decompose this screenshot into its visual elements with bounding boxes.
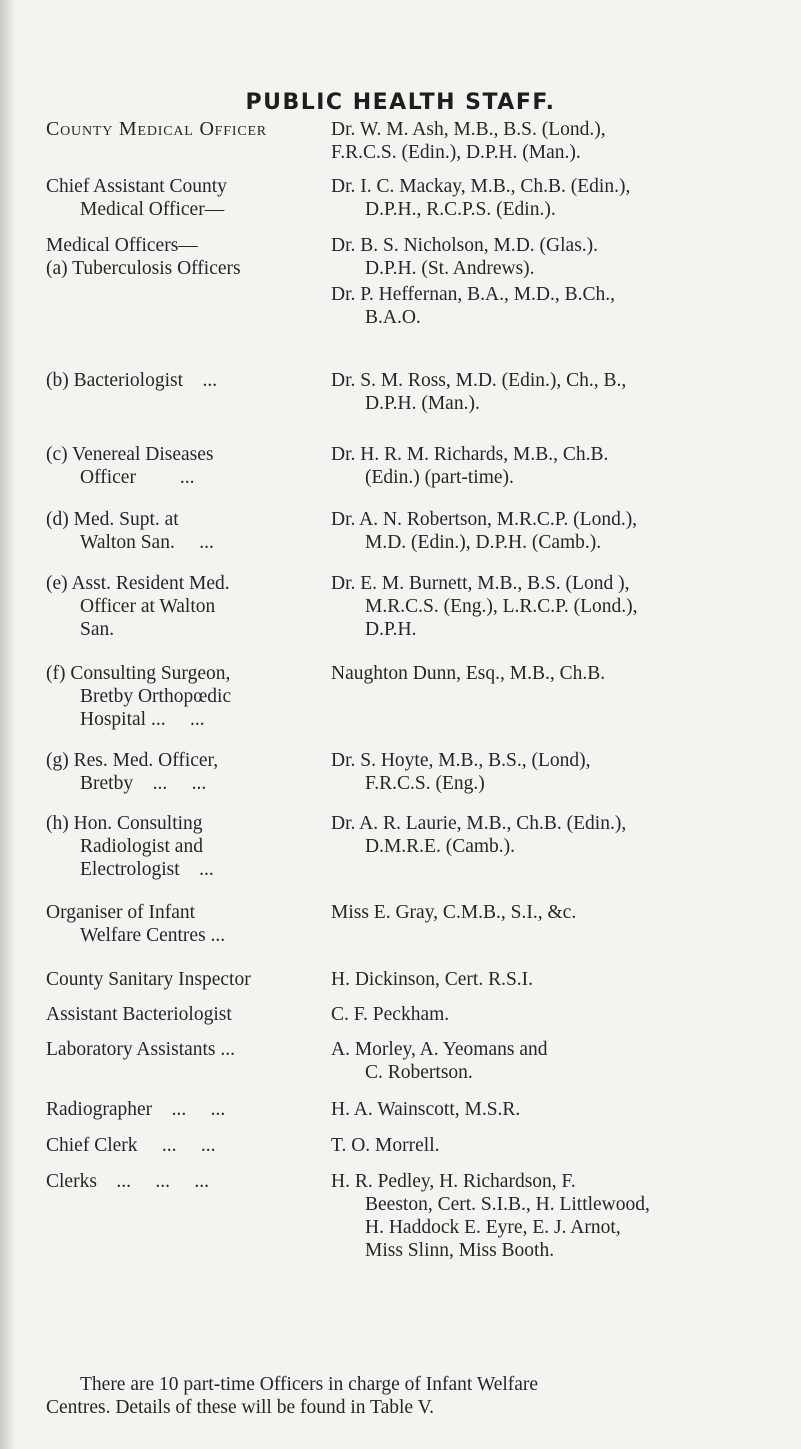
entry-label: (h) Hon. Consulting Radiologist and Electrologist ... (46, 813, 214, 880)
entry-label: Chief Clerk ... ... (46, 1135, 216, 1156)
entry-label: Laboratory Assistants ... (46, 1039, 236, 1060)
entry-value: Dr. E. M. Burnett, M.B., B.S. (Lond ), M.R.C.S. (Eng.), L.R.C.P. (Lond.), D.P.H. (331, 573, 638, 640)
entry-value: H. Dickinson, Cert. R.S.I. (331, 969, 534, 990)
entry-label: (c) Venereal Diseases Officer ... (46, 444, 214, 488)
entry-value: H. A. Wainscott, M.S.R. (331, 1099, 521, 1120)
entry-label: Medical Officers— (a) Tuberculosis Officers (46, 235, 241, 279)
page-title: PUBLIC HEALTH STAFF. (245, 90, 556, 115)
footnote: There are 10 part-time Officers in charge of Infant Welfare Centres. Details of these will be found in Table V. (46, 1374, 539, 1418)
entry-label: Assistant Bacteriologist (46, 1004, 232, 1025)
entry-label: Organiser of Infant Welfare Centres ... (46, 902, 226, 946)
entry-value: Dr. H. R. M. Richards, M.B., Ch.B. (Edin.) (part-time). (331, 444, 609, 488)
entry-value: A. Morley, A. Yeomans and C. Robertson. (331, 1039, 548, 1083)
entry-value: Dr. S. M. Ross, M.D. (Edin.), Ch., B., D.P.H. (Man.). (331, 370, 627, 414)
entry-label: County Sanitary Inspector (46, 969, 251, 990)
page-binding-shadow (0, 0, 16, 1449)
entry-label: County Medical Officer (46, 118, 267, 140)
entry-label: (b) Bacteriologist ... (46, 370, 218, 391)
entry-value: Dr. I. C. Mackay, M.B., Ch.B. (Edin.), D.P.H., R.C.P.S. (Edin.). (331, 176, 631, 220)
entry-label: (d) Med. Supt. at Walton San. ... (46, 509, 214, 553)
entry-value: Dr. A. R. Laurie, M.B., Ch.B. (Edin.), D.M.R.E. (Camb.). (331, 813, 627, 857)
entry-value: H. R. Pedley, H. Richardson, F. Beeston, Cert. S.I.B., H. Littlewood, H. Haddock E. Eyre, E. J. Arnot, Miss Slinn, Miss Booth. (331, 1171, 650, 1261)
entry-value: Dr. S. Hoyte, M.B., B.S., (Lond), F.R.C.S. (Eng.) (331, 750, 591, 794)
entry-label: Clerks ... ... ... (46, 1171, 210, 1192)
entry-value: Naughton Dunn, Esq., M.B., Ch.B. (331, 663, 606, 684)
entry-value: T. O. Morrell. (331, 1135, 440, 1156)
entry-value: C. F. Peckham. (331, 1004, 450, 1025)
entry-label: Radiographer ... ... (46, 1099, 226, 1120)
entry-label: Chief Assistant County Medical Officer— (46, 176, 227, 220)
entry-value: Dr. B. S. Nicholson, M.D. (Glas.). D.P.H. (St. Andrews). Dr. P. Heffernan, B.A., M.D., B.Ch., B.A.O. (331, 235, 616, 328)
entry-label: (e) Asst. Resident Med. Officer at Walton San. (46, 573, 230, 640)
entry-label: (g) Res. Med. Officer, Bretby ... ... (46, 750, 219, 794)
entry-value: Dr. A. N. Robertson, M.R.C.P. (Lond.), M.D. (Edin.), D.P.H. (Camb.). (331, 509, 638, 553)
entry-value: Miss E. Gray, C.M.B., S.I., &c. (331, 902, 577, 923)
entry-value: Dr. W. M. Ash, M.B., B.S. (Lond.), F.R.C.S. (Edin.), D.P.H. (Man.). (331, 119, 606, 163)
entry-label: (f) Consulting Surgeon, Bretby Orthopœdic Hospital ... ... (46, 663, 232, 730)
